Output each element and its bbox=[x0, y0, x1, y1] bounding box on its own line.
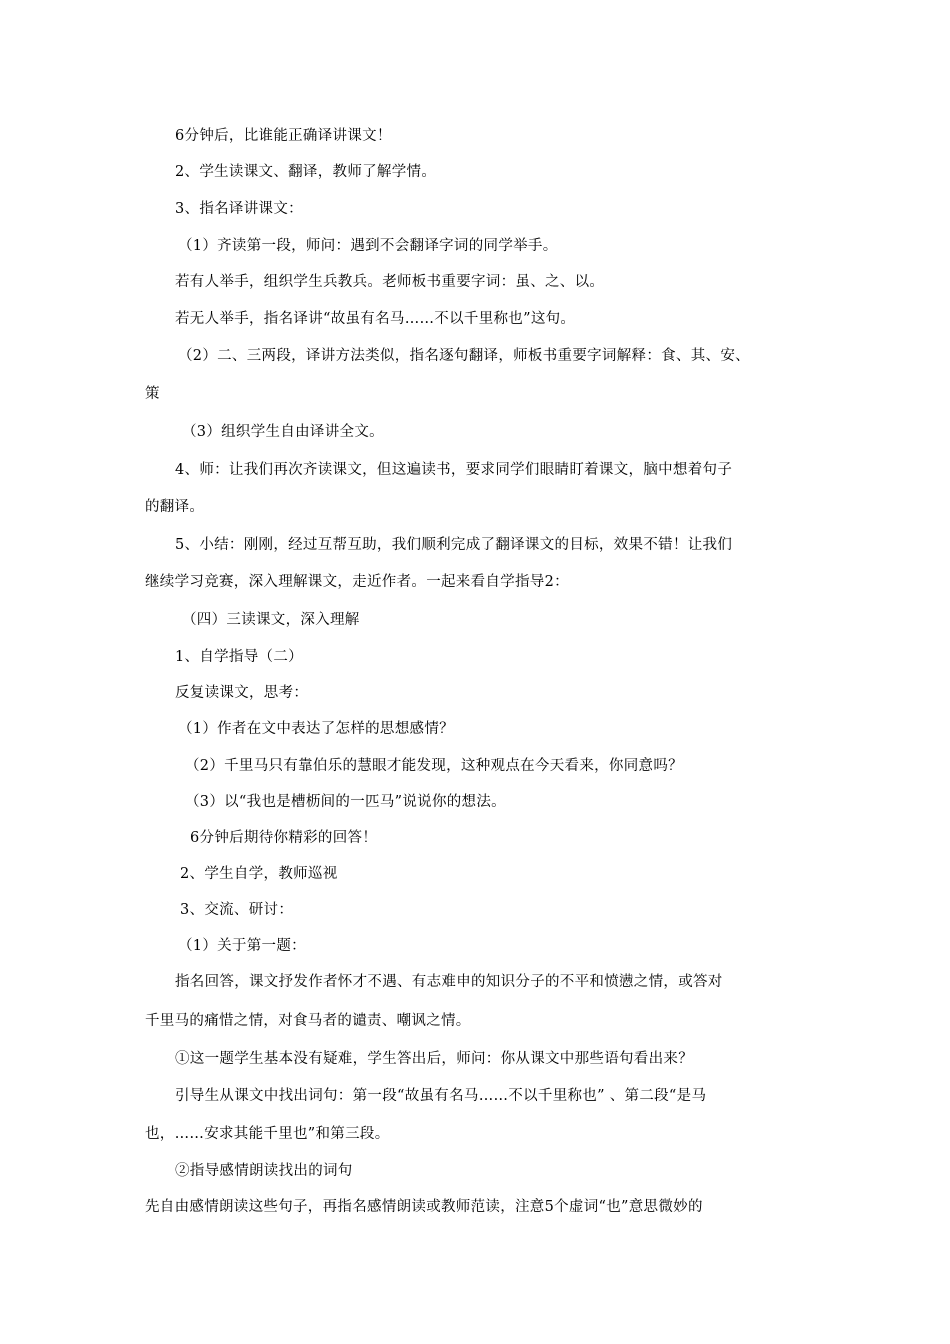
text-line: （2）二、三两段，译讲方法类似，指名逐句翻译，师板书重要字词解释：食、其、安、 bbox=[178, 348, 750, 364]
text-line: ②指导感情朗读找出的词句 bbox=[175, 1163, 353, 1179]
text-line: 2、学生自学，教师巡视 bbox=[180, 866, 338, 882]
text-line: （1）作者在文中表达了怎样的思想感情？ bbox=[178, 721, 454, 737]
text-line: 若无人举手，指名译讲“故虽有名马……不以千里称也”这句。 bbox=[175, 311, 576, 327]
text-line: 2、学生读课文、翻译，教师了解学情。 bbox=[175, 164, 437, 180]
text-line: 若有人举手，组织学生兵教兵。老师板书重要字词：虽、之、以。 bbox=[175, 274, 605, 290]
text-line: 的翻译。 bbox=[145, 499, 205, 515]
text-line: 先自由感情朗读这些句子，再指名感情朗读或教师范读，注意5个虚词“也”意思微妙的 bbox=[145, 1199, 703, 1215]
text-line: 6分钟后，比谁能正确译讲课文！ bbox=[175, 128, 392, 144]
text-line: 反复读课文，思考： bbox=[175, 685, 309, 701]
text-line: 1、自学指导（二） bbox=[175, 649, 303, 665]
text-line: 千里马的痛惜之情，对食马者的谴责、嘲讽之情。 bbox=[145, 1013, 471, 1029]
text-line: 5、小结：刚刚，经过互帮互助，我们顺利完成了翻译课文的目标，效果不错！让我们 bbox=[175, 537, 733, 553]
text-line: 也，……安求其能千里也”和第三段。 bbox=[145, 1126, 390, 1142]
text-line: （1）关于第一题： bbox=[178, 938, 306, 954]
text-line: ①这一题学生基本没有疑难，学生答出后，师问：你从课文中那些语句看出来？ bbox=[175, 1051, 693, 1067]
text-line: 指名回答，课文抒发作者怀才不遇、有志难申的知识分子的不平和愤懑之情，或答对 bbox=[175, 974, 723, 990]
text-line: 继续学习竞赛，深入理解课文，走近作者。一起来看自学指导2： bbox=[145, 574, 569, 590]
section-heading: （四）三读课文，深入理解 bbox=[182, 612, 360, 628]
text-line: （3）组织学生自由译讲全文。 bbox=[182, 424, 384, 440]
text-line: （3）以“我也是槽枥间的一匹马”说说你的想法。 bbox=[185, 794, 506, 810]
text-line: 策 bbox=[145, 386, 160, 402]
text-line: 3、指名译讲课文： bbox=[175, 201, 303, 217]
text-line: 3、交流、研讨： bbox=[180, 902, 294, 918]
text-line: 4、师：让我们再次齐读课文，但这遍读书，要求同学们眼睛盯着课文，脑中想着句子 bbox=[175, 462, 733, 478]
text-line: 引导生从课文中找出词句：第一段“故虽有名马……不以千里称也” 、第二段“是马 bbox=[175, 1088, 707, 1104]
text-line: （1）齐读第一段，师问：遇到不会翻译字词的同学举手。 bbox=[178, 238, 558, 254]
text-line: 6分钟后期待你精彩的回答！ bbox=[190, 830, 378, 846]
text-line: （2）千里马只有靠伯乐的慧眼才能发现，这种观点在今天看来，你同意吗？ bbox=[185, 758, 683, 774]
